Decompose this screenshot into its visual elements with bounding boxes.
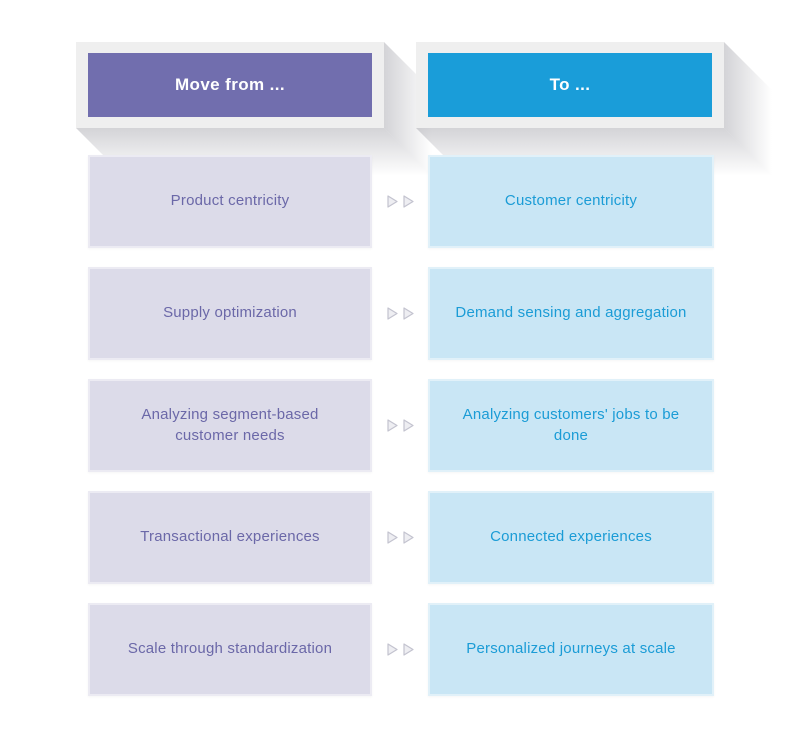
double-chevron-right-icon <box>372 267 428 360</box>
to-cell: Personalized journeys at scale <box>428 603 714 696</box>
table-row <box>88 491 714 584</box>
to-cell: Demand sensing and aggregation <box>428 267 714 360</box>
from-cell: Supply optimization <box>88 267 372 360</box>
table-row <box>88 603 714 696</box>
table-row <box>88 267 714 360</box>
to-cell: Connected experiences <box>428 491 714 584</box>
double-chevron-right-icon <box>372 603 428 696</box>
double-chevron-right-icon <box>372 491 428 584</box>
from-cell: Analyzing segment-based customer needs <box>88 379 372 472</box>
rows-container <box>88 155 714 696</box>
double-chevron-right-icon <box>372 155 428 248</box>
from-cell: Product centricity <box>88 155 372 248</box>
column-header-from: Move from ... <box>88 53 372 117</box>
column-header-card-to <box>416 42 724 128</box>
to-cell: Analyzing customers' jobs to be done <box>428 379 714 472</box>
double-chevron-right-icon <box>372 379 428 472</box>
to-cell: Customer centricity <box>428 155 714 248</box>
table-row <box>88 379 714 472</box>
table-row <box>88 155 714 248</box>
from-cell: Scale through standardization <box>88 603 372 696</box>
column-header-to: To ... <box>428 53 712 117</box>
column-header-card-from <box>76 42 384 128</box>
header-row <box>76 42 724 128</box>
from-cell: Transactional experiences <box>88 491 372 584</box>
